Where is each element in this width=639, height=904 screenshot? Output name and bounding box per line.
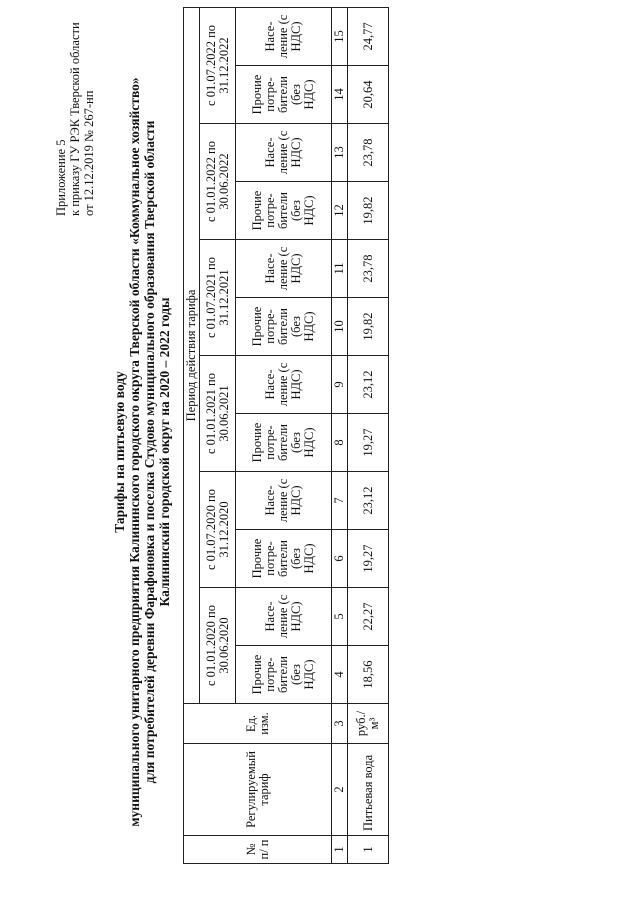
tariff-value: 24,77: [348, 7, 389, 65]
consumer-population-header: Насе- ление (с НДС): [236, 356, 332, 414]
title-line-3: для потребителей деревни Фарафоновка и поселка Студово муниципального образования Тверской области: [142, 120, 157, 784]
consumer-other-header: Прочие потре- бители (без НДС): [236, 298, 332, 356]
column-number: 6: [332, 530, 348, 588]
consumer-other-header: Прочие потре- бители (без НДС): [236, 414, 332, 472]
tariff-value: 23,12: [348, 472, 389, 530]
consumer-population-header: Насе- ление (с НДС): [236, 588, 332, 646]
tariff-value: 18,56: [348, 646, 389, 704]
column-number: 14: [332, 66, 348, 124]
header-period: Период действия тарифа: [184, 7, 200, 703]
column-number: 7: [332, 472, 348, 530]
column-number: 2: [332, 744, 348, 836]
annex-note: [54, 22, 96, 216]
row-tariff-name: Питьевая вода: [348, 744, 389, 836]
title-line-2: муниципального унитарного предприятия Калининского городского округа Тверской области «Коммунальное хозяйство»: [127, 77, 142, 827]
period-header: с 01.07.2021 по 31.12.2021: [200, 240, 236, 356]
period-header: с 01.01.2021 по 30.06.2021: [200, 356, 236, 472]
annex-line-1: Приложение 5: [54, 139, 68, 216]
period-header: с 01.07.2020 по 31.12.2020: [200, 472, 236, 588]
tariff-value: 19,27: [348, 530, 389, 588]
header-tariff: Регулируемый тариф: [184, 744, 332, 836]
column-number: 10: [332, 298, 348, 356]
header-number: № п/ п: [184, 836, 332, 864]
tariff-value: 19,82: [348, 298, 389, 356]
annex-line-2: к приказу ГУ РЭК Тверской области: [68, 22, 82, 216]
tariff-value: 20,64: [348, 66, 389, 124]
column-number: 9: [332, 356, 348, 414]
consumer-other-header: Прочие потре- бители (без НДС): [236, 66, 332, 124]
column-number: 11: [332, 240, 348, 298]
consumer-other-header: Прочие потре- бители (без НДС): [236, 646, 332, 704]
consumer-population-header: Насе- ление (с НДС): [236, 7, 332, 65]
column-number: 8: [332, 414, 348, 472]
tariff-value: 23,78: [348, 240, 389, 298]
title-line-4: Калининский городской округ на 2020 – 2022 годы: [157, 297, 172, 607]
row-number: 1: [348, 836, 389, 864]
table-row: [348, 7, 389, 863]
tariff-table: [183, 7, 389, 864]
title-line-1: Тарифы на питьевую воду: [112, 371, 127, 533]
tariff-value: 23,78: [348, 124, 389, 182]
period-header: с 01.01.2020 по 30.06.2020: [200, 588, 236, 704]
document-title: [112, 0, 172, 904]
period-header: с 01.07.2022 по 31.12.2022: [200, 7, 236, 123]
consumer-population-header: Насе- ление (с НДС): [236, 472, 332, 530]
column-number-row: [332, 7, 348, 863]
consumer-population-header: Насе- ление (с НДС): [236, 124, 332, 182]
column-number: 4: [332, 646, 348, 704]
tariff-value: 23,12: [348, 356, 389, 414]
consumer-population-header: Насе- ление (с НДС): [236, 240, 332, 298]
header-unit: Ед. изм.: [184, 704, 332, 744]
column-number: 5: [332, 588, 348, 646]
tariff-value: 19,27: [348, 414, 389, 472]
annex-line-3: от 12.12.2019 № 267-нп: [82, 90, 96, 216]
row-unit: руб./м³: [348, 704, 389, 744]
consumer-other-header: Прочие потре- бители (без НДС): [236, 530, 332, 588]
tariff-value: 19,82: [348, 182, 389, 240]
tariff-value: 22,27: [348, 588, 389, 646]
column-number: 3: [332, 704, 348, 744]
period-header: с 01.01.2022 по 30.06.2022: [200, 124, 236, 240]
column-number: 12: [332, 182, 348, 240]
consumer-other-header: Прочие потре- бители (без НДС): [236, 182, 332, 240]
column-number: 15: [332, 7, 348, 65]
column-number: 13: [332, 124, 348, 182]
column-number: 1: [332, 836, 348, 864]
